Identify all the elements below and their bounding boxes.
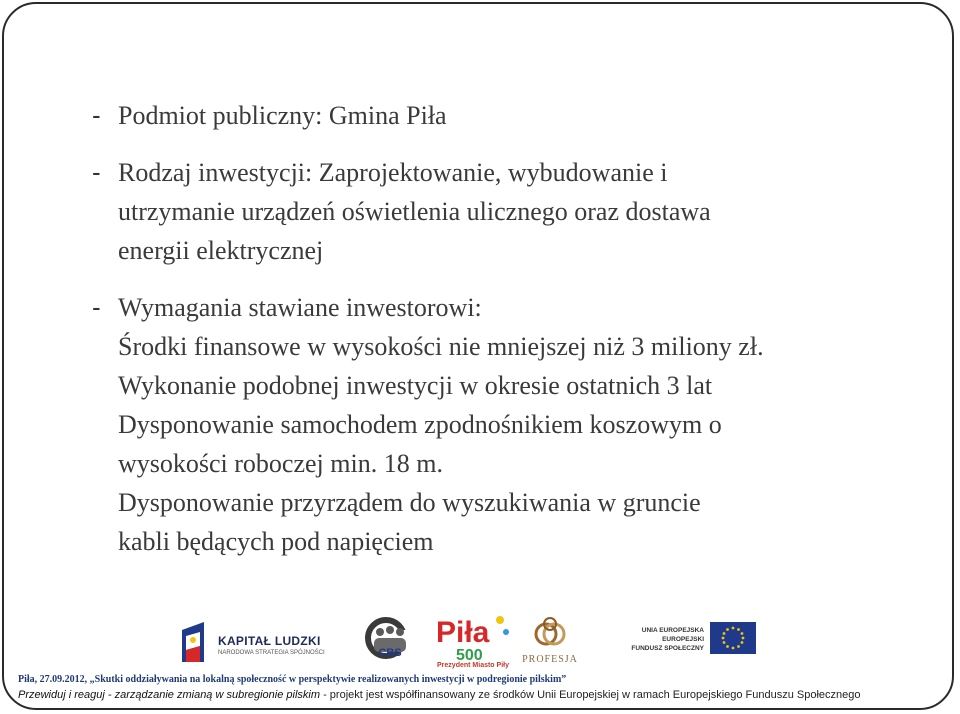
ue-line: UNIA EUROPEJSKA [641,627,704,634]
ue-line: EUROPEJSKI [662,636,704,643]
footer-event-line: Piła, 27.09.2012, „Skutki oddziaływania na lokalną społeczność w perspektywie realizowanych inwestycji w podregionie pilskim” [18,674,567,685]
bullet-line: energii elektrycznej [118,236,324,265]
pila500-logo [430,610,516,672]
kapital-ludzki-logo [180,610,330,672]
pila500-caption: Prezydent Miasto Piły [437,662,509,669]
ue-efs-text [614,626,704,653]
eu-flag-icon [710,622,756,654]
slide-content [92,96,912,579]
slide [2,2,954,710]
footer-project-title: Przewiduj i reaguj - zarządzanie zmianą w subregionie pilskim [18,689,321,701]
dash-marker: - [92,100,101,130]
sponsor-logos [180,610,760,672]
ue-line: FUNDUSZ SPOŁECZNY [631,645,704,652]
pila-500: 500 [456,647,483,662]
profesja-logo [520,610,580,672]
footer-funding-note: - projekt jest współfinansowany ze środków Unii Europejskiej w ramach Europejskiego Funduszu Społecznego [320,689,861,701]
bullet-line: utrzymanie urządzeń oświetlenia ulicznego oraz dostawa [118,197,711,226]
pila-word: Piła [436,616,490,649]
pila500-icon [430,610,516,662]
dash-marker: - [92,292,101,322]
kapital-ludzki-title: KAPITAŁ LUDZKI [218,634,321,648]
bullet-line: kabli będących pod napięciem [118,527,434,556]
bullet-line: Dysponowanie samochodem zpodnośnikiem koszowym o [118,410,722,439]
bullet-line: Wymagania stawiane inwestorowi: [118,293,482,322]
footer-project-line [18,689,861,701]
cbs-icon [362,610,418,672]
bullet-rodzaj [92,153,912,270]
bullet-podmiot [92,96,912,135]
bullet-line: Dysponowanie przyrządem do wyszukiwania w gruncie [118,488,701,517]
profesja-text: PROFESJA [522,654,578,665]
bullet-line: wysokości roboczej min. 18 m. [118,449,443,478]
kapital-ludzki-flag-icon [182,622,212,662]
bullet-line: Wykonanie podobnej inwestycji w okresie ostatnich 3 lat [118,371,713,400]
profesja-icon [520,610,580,654]
bullet-line: Podmiot publiczny: Gmina Piła [118,101,447,130]
dash-marker: - [92,157,101,187]
cbs-text: CBS [378,647,402,659]
cbs-logo [362,610,418,672]
ue-efs-logo [614,610,764,672]
kapital-ludzki-subtitle: NARODOWA STRATEGIA SPÓJNOŚCI [218,650,325,656]
bullet-line: Środki finansowe w wysokości nie mniejszej niż 3 miliony zł. [118,332,764,361]
bullet-wymagania [92,288,912,561]
bullet-line: Rodzaj inwestycji: Zaprojektowanie, wybudowanie i [118,158,668,187]
